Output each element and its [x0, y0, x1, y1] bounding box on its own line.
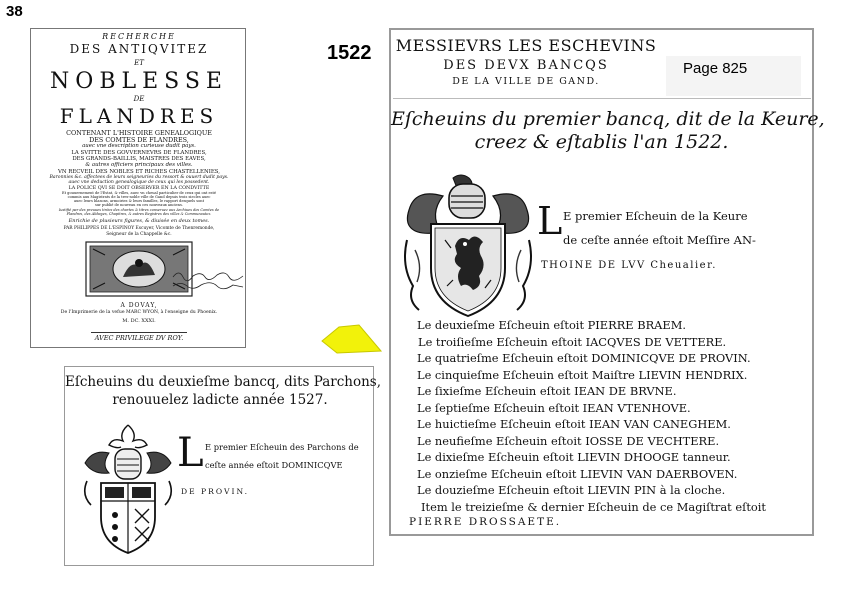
title-page-scan [30, 28, 246, 348]
list-item: Le ſixieſme Eſcheuin eſtoit IEAN DE BRVNE. [417, 384, 677, 398]
main-intro-3: THOINE DE LVV Cheualier. [541, 260, 717, 271]
title-sub-9: auec vne deduction genealogique de ceux qui les possedent. [68, 180, 210, 185]
list-item: Le ſeptieſme Eſcheuin eſtoit IEAN VTENHOVE. [417, 400, 691, 415]
title-sub-16: Flandres, des Abbayes, Chapitres, & autres Registres des villes & Communautez. [66, 212, 212, 216]
title-sub-11: Et gouuernement de l'Estat, & villes, auec vn cheual particulier de ceux qui ont esté [61, 191, 217, 195]
list-item: Le douzieſme Eſcheuin eſtoit LIEVIN PIN à la cloche. [417, 483, 726, 497]
year-label: 1522 [327, 42, 372, 64]
list-item: Le huictieſme Eſcheuin eſtoit IEAN VAN CANEGHEM. [417, 417, 731, 431]
main-title-1: Eſcheuins du premier bancq, dit de la Keure, [391, 108, 825, 130]
excerpt-second-bench [64, 366, 382, 566]
title-sub-12: commis aux Magistrats de la tres-noble ville de Gand depuis trois siecles auec [67, 195, 211, 199]
title-sub-10: LA POLICE QVI SE DOIT OBSERVER EN LA CONDVITTE [68, 186, 210, 191]
title-line-3: ET [134, 59, 144, 67]
title-sub-1: CONTENANT L'HISTOIRE GENEALOGIQUE [66, 129, 212, 137]
list-item: Le dixieſme Eſcheuin eſtoit LIEVIN DHOOGE tanneur. [417, 450, 731, 464]
arrow-right-icon [319, 323, 383, 355]
excerpt2-dropcap: L [177, 430, 204, 476]
main-header-1: MESSIEVRS LES ESCHEVINS [395, 36, 657, 55]
magistrate-list [409, 318, 766, 533]
title-sub-4: LA SVITTE DES GOVVERNEVRS DE FLANDRES, [71, 150, 207, 156]
excerpt2-line-1: E premier Eſcheuin des Parchons de [205, 442, 359, 452]
title-line-5: DE [133, 95, 145, 103]
main-dropcap: L [537, 199, 563, 243]
title-sub-6: & autres officiers principaux des villes. [85, 162, 193, 168]
title-privilege: AVEC PRIVILEGE DV ROY. [91, 332, 187, 342]
title-line-6: FLANDRES [59, 104, 219, 128]
title-sub-14: sur publié de nouveau en ces nouveaux anciens. [95, 203, 183, 207]
title-sub-3: auec vne description curieuse dudit pays. [82, 143, 196, 149]
title-sub-15: Iustifié par des preuues tirées des chartes & titres conseruez aux Archiues des Comtes de [58, 208, 220, 212]
main-intro-1: E premier Eſcheuin de la Keure [563, 209, 748, 223]
title-sub-13: auec leurs blasons, armoiries & leurs familles, le rapport desquels sont [73, 199, 205, 203]
excerpt2-heading-2: renouuelez ladicte année 1527. [112, 392, 328, 408]
title-place: A DOVAY, [120, 302, 158, 309]
list-item: Le troiſieſme Eſcheuin eſtoit IACQVES DE VETTERE. [418, 334, 727, 349]
list-item: Item le treizieſme & dernier Eſcheuin de ce Magiſtrat eſtoit [421, 499, 766, 514]
coat-of-arms-icon [403, 170, 533, 320]
slide-number: 38 [6, 3, 23, 20]
excerpt2-line-3: DE PROVIN. [181, 487, 250, 496]
list-item: Le neufieſme Eſcheuin eſtoit IOSSE DE VECHTERE. [417, 433, 720, 448]
title-line-2: DES ANTIQVITEZ [69, 42, 209, 56]
title-printer: De l'Imprimerie de la vefue MARC WYON, à l'enseigne du Phoenix. [60, 310, 218, 315]
main-header-3: DE LA VILLE DE GAND. [452, 76, 600, 87]
header-divider [393, 98, 811, 99]
title-line-1: RECHERCHE [102, 32, 176, 41]
title-author-1: PAR PHILIPPES DE L'ESPINOY Escuyer, Vicomte de Thenremonde, [63, 226, 215, 231]
main-page-scan [389, 28, 825, 536]
signature-icon [171, 269, 245, 291]
title-line-4: NOBLESSE [50, 69, 228, 94]
title-sub-5: DES GRANDS-BAILLIS, MAISTRES DES EAVES, [72, 156, 206, 162]
list-item: Le cinquieſme Eſcheuin eſtoit Maiſtre LIEVIN HENDRIX. [417, 367, 748, 382]
main-header-2: DES DEVX BANCQS [443, 58, 609, 73]
title-date: M. DC. XXXI. [122, 318, 156, 324]
page-label: Page 825 [683, 60, 748, 77]
main-intro-2: de ceſte année eſtoit Meſſire AN- [563, 233, 756, 247]
list-item: Le onzieſme Eſcheuin eſtoit LIEVIN VAN DAERBOVEN. [417, 466, 738, 481]
title-sub-17: Enrichie de plusieurs figures, & diuisée en deux tomes. [68, 218, 210, 224]
list-item: Le quatrieſme Eſcheuin eſtoit DOMINICQVE DE PROVIN. [417, 351, 751, 365]
coat-of-arms-icon [79, 419, 177, 559]
list-item: PIERRE DROSSAETE. [409, 516, 562, 528]
list-item: Le deuxieſme Eſcheuin eſtoit PIERRE BRAEM. [417, 318, 686, 332]
excerpt2-heading-1: Eſcheuins du deuxieſme bancq, dits Parchons, [65, 374, 382, 390]
main-title-2: creez & eſtablis l'an 1522. [474, 131, 729, 153]
title-author-2: Seigneur de la Chappelle &c. [106, 232, 172, 237]
title-sub-2: DES COMTES DE FLANDRES, [89, 136, 189, 144]
title-sub-7: VN RECVEIL DES NOBLES ET RICHES CHASTELLENIES, [57, 169, 220, 175]
excerpt2-line-2: ceſte année eſtoit DOMINICQVE [205, 460, 343, 470]
title-sub-8: Baronnies &c. affectees de leurs seigneuries du ressort & ouuert dudit pays. [49, 175, 229, 180]
